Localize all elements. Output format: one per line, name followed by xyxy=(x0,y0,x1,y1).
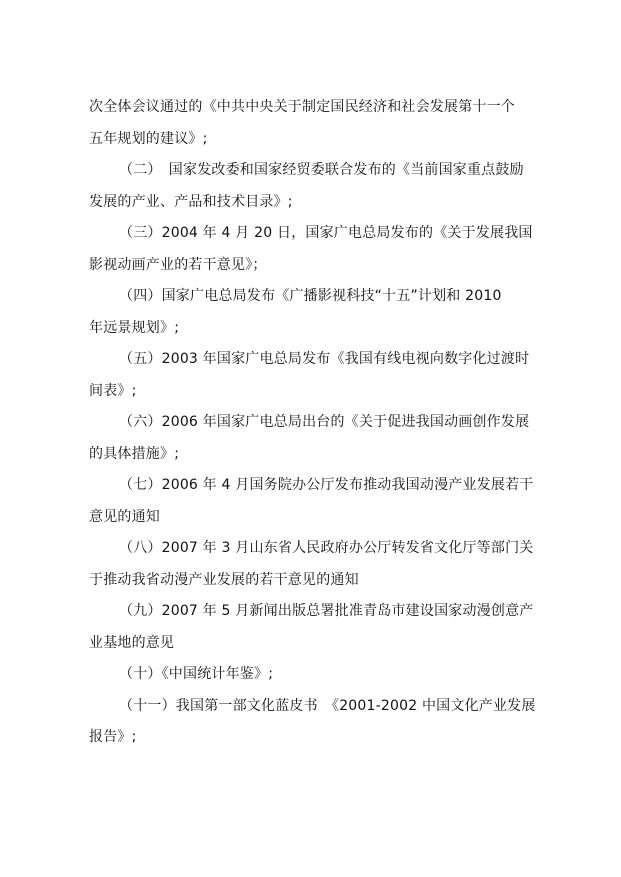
text-line: 意见的通知 xyxy=(89,508,160,525)
text-line: 发展的产业、产品和技术目录》; xyxy=(89,193,293,210)
text-line: （三）2004 年 4 月 20 日，国家广电总局发布的《关于发展我国 xyxy=(119,225,533,241)
text-line: 次全体会议通过的《中共中央关于制定国民经济和社会发展第十一个 xyxy=(89,99,515,115)
list-item-7 xyxy=(89,470,539,533)
text-line: （九）2007 年 5 月新闻出版总署批准青岛市建设国家动漫创意产 xyxy=(119,603,534,619)
list-item-9 xyxy=(89,596,539,659)
paragraph-continuation xyxy=(89,92,539,155)
document-body xyxy=(89,92,539,754)
list-item-2 xyxy=(89,155,539,218)
text-line: 的具体措施》; xyxy=(89,445,180,462)
list-item-8 xyxy=(89,533,539,596)
text-line: 年远景规划》; xyxy=(89,319,180,336)
text-line: 报告》; xyxy=(89,729,137,745)
text-line: （二） 国家发改委和国家经贸委联合发布的《当前国家重点鼓励 xyxy=(119,162,524,178)
text-line: 业基地的意见 xyxy=(89,634,175,651)
text-line: 于推动我省动漫产业发展的若干意见的通知 xyxy=(89,571,359,588)
text-line: 间表》; xyxy=(89,382,137,399)
list-item-6 xyxy=(89,407,539,470)
text-line: 影视动画产业的若干意见》； xyxy=(89,256,267,273)
list-item-4 xyxy=(89,281,539,344)
text-line: 五年规划的建议》; xyxy=(89,130,208,147)
text-line: （十一）我国第一部文化蓝皮书 《2001-2002 中国文化产业发展 xyxy=(119,697,536,714)
text-line: （五）2003 年国家广电总局发布《我国有线电视向数字化过渡时 xyxy=(119,351,530,367)
list-item-11 xyxy=(89,691,539,754)
list-item-10 xyxy=(89,659,539,691)
list-item-3 xyxy=(89,218,539,281)
list-item-5 xyxy=(89,344,539,407)
text-line: （四）国家广电总局发布《广播影视科技“十五”计划和 2010 xyxy=(119,288,502,304)
text-line: （十）《中国统计年鉴》; xyxy=(119,666,274,682)
text-line: （六）2006 年国家广电总局出台的《关于促进我国动画创作发展 xyxy=(119,414,530,430)
text-line: （八）2007 年 3 月山东省人民政府办公厅转发省文化厅等部门关 xyxy=(119,540,534,556)
text-line: （七）2006 年 4 月国务院办公厅发布推动我国动漫产业发展若干 xyxy=(119,477,534,493)
